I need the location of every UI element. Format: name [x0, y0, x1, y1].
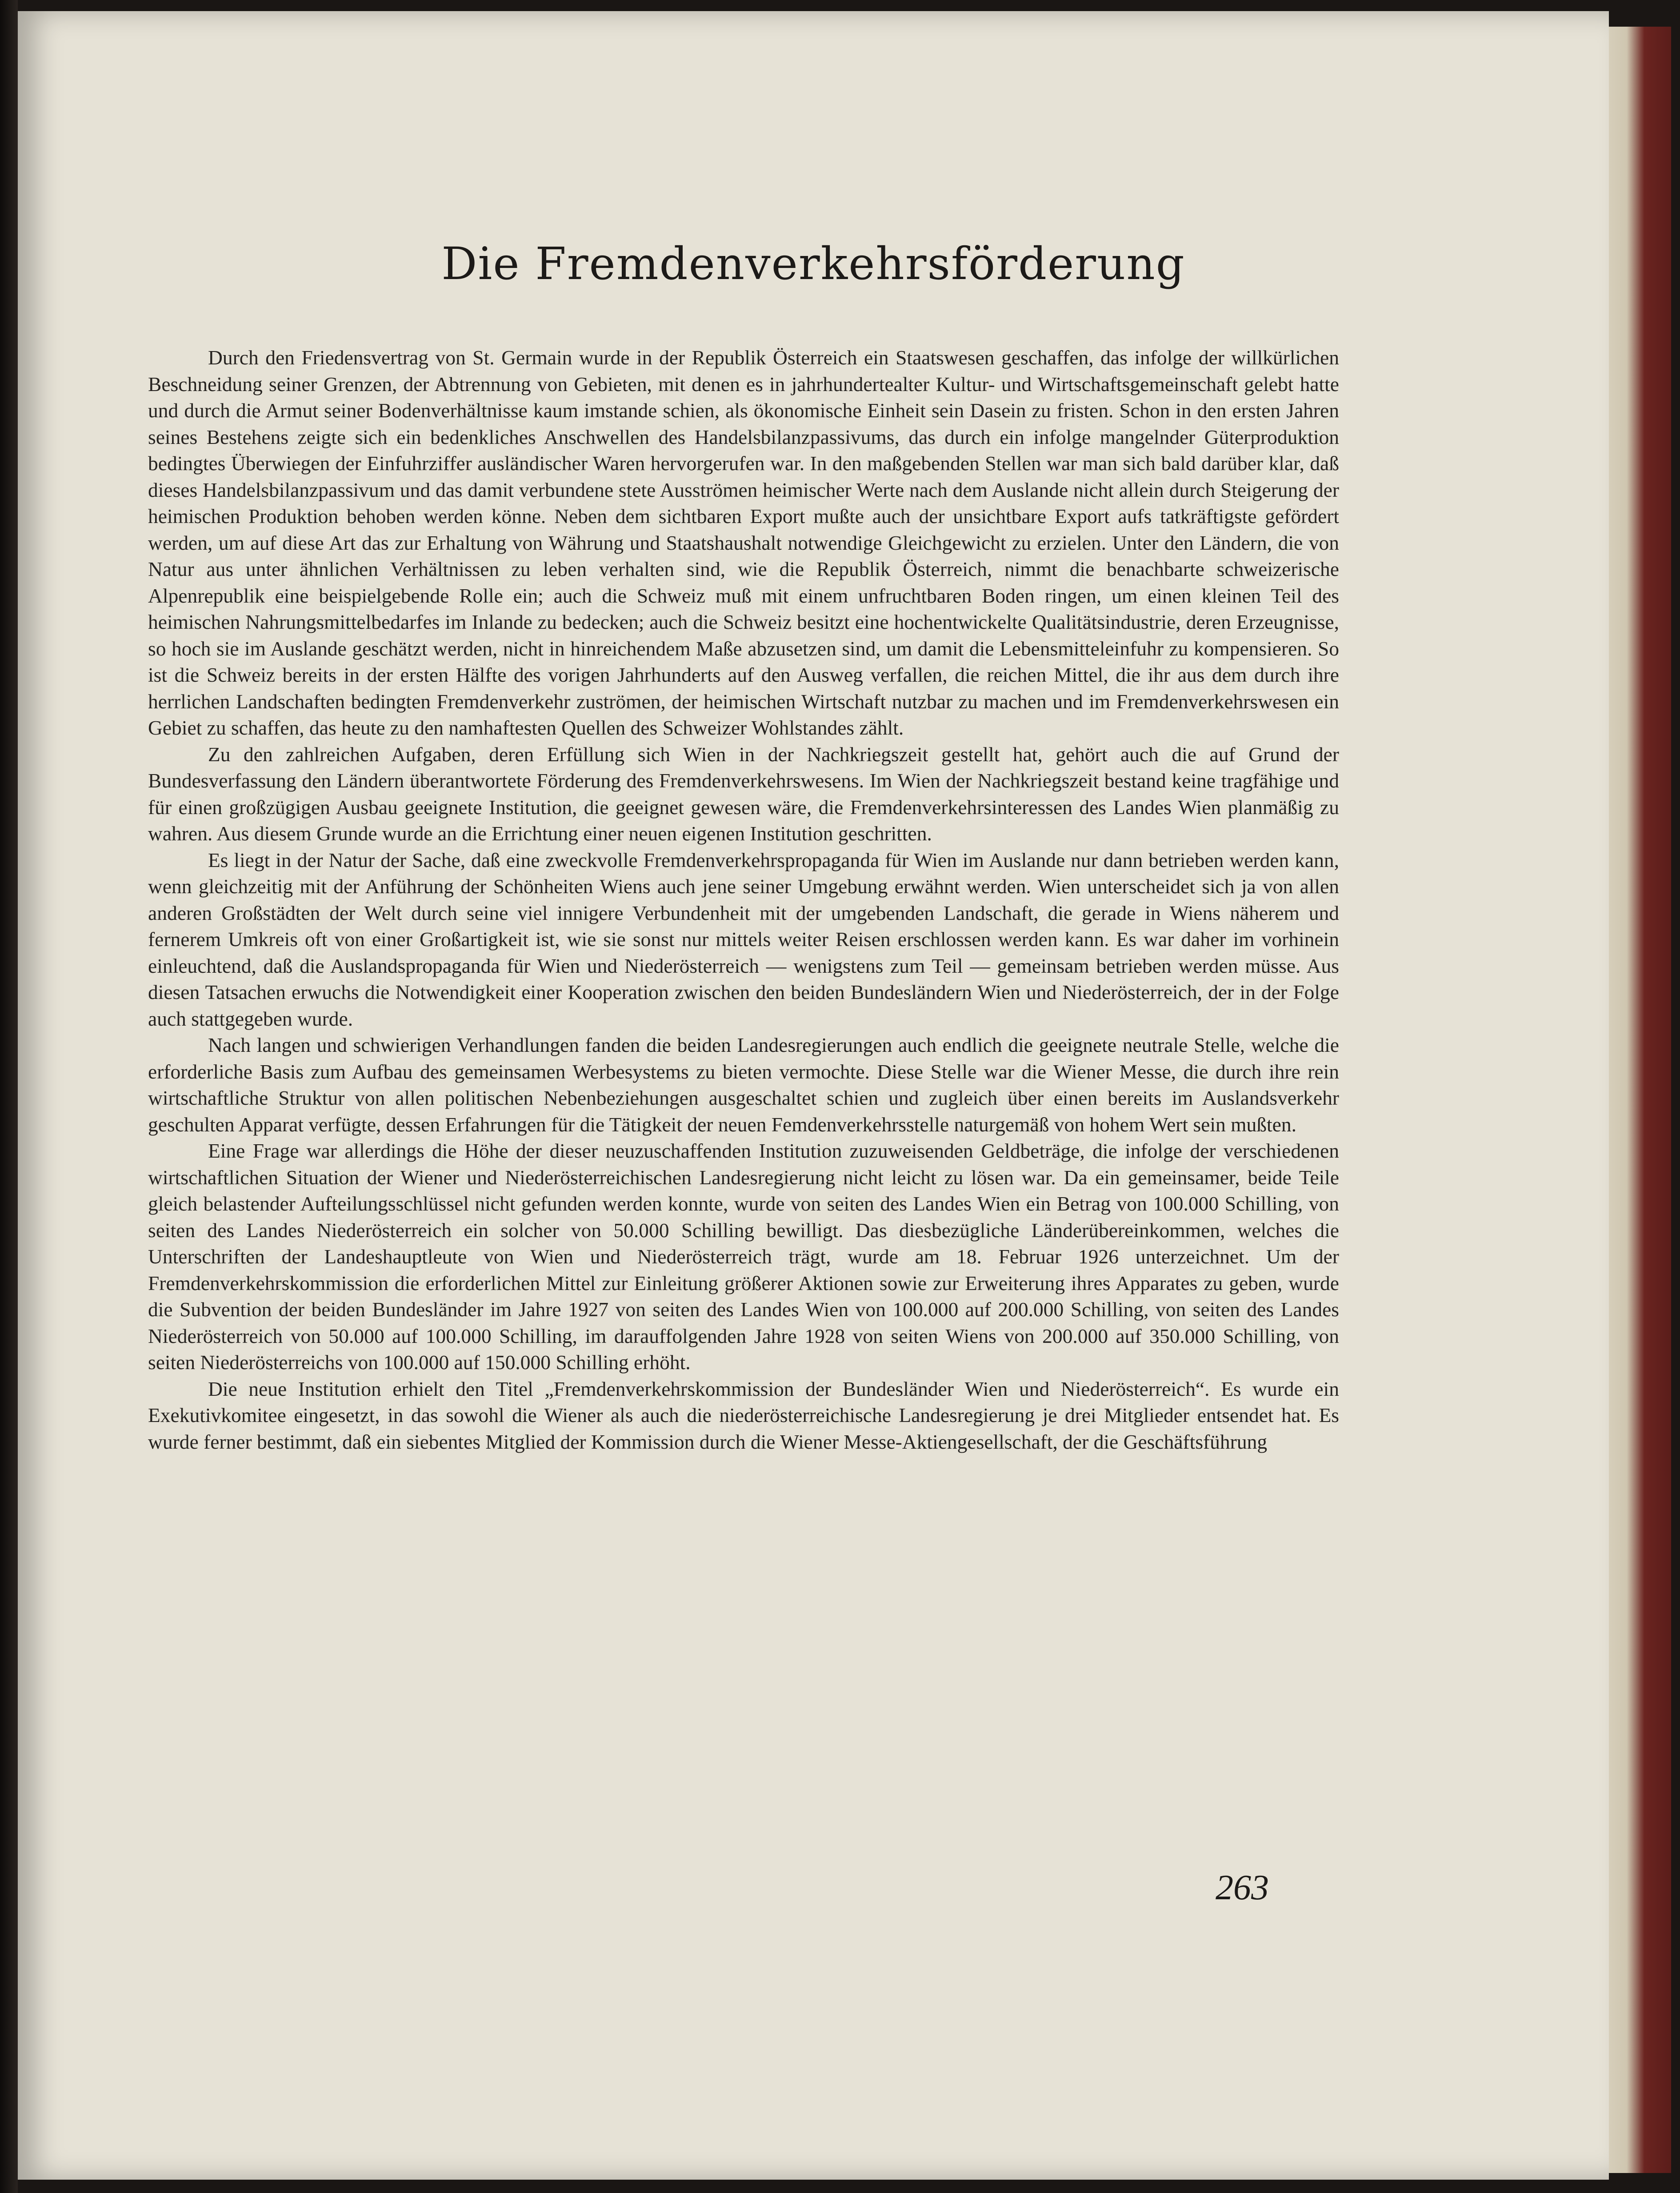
- paragraph: Durch den Friedensvertrag von St. Germain wurde in der Republik Österreich ein Staatswesen geschaffen, das infolge der willkürlichen Beschneidung seiner Grenzen, der Abtrennung von Gebieten, mit denen es in jahrhundertealter Kultur- und Wirtschaftsgemeinschaft gelebt hatte und durch die Armut seiner Bodenverhältnisse kaum imstande schien, als ökonomische Einheit sein Dasein zu fristen. Schon in den ersten Jahren seines Bestehens zeigte sich ein bedenkliches Anschwellen des Handelsbilanzpassivums, das durch ein infolge mangelnder Güterproduktion bedingtes Überwiegen der Einfuhrziffer ausländischer Waren hervorgerufen war. In den maßgebenden Stellen war man sich bald darüber klar, daß dieses Handelsbilanzpassivum und das damit verbundene stete Ausströmen heimischer Werte nach dem Auslande nicht allein durch Steigerung der heimischen Produktion behoben werden könne. Neben dem sichtbaren Export mußte auch der unsichtbare Export aufs tatkräftigste gefördert werden, um auf diese Art das zur Erhaltung von Währung und Staatshaushalt notwendige Gleichgewicht zu erzielen. Unter den Ländern, die von Natur aus unter ähnlichen Verhältnissen zu leben verhalten sind, wie die Republik Österreich, nimmt die benachbarte schweizerische Alpenrepublik eine beispielgebende Rolle ein; auch die Schweiz muß mit einem unfruchtbaren Boden ringen, um einen kleinen Teil des heimischen Nahrungsmittelbedarfes im Inlande zu bedecken; auch die Schweiz besitzt eine hochentwickelte Qualitätsindustrie, deren Erzeugnisse, so hoch sie im Auslande geschätzt werden, nicht in hinreichendem Maße abzusetzen sind, um damit die Lebensmitteleinfuhr zu kompensieren. So ist die Schweiz bereits in der ersten Hälfte des vorigen Jahrhunderts auf den Ausweg verfallen, die reichen Mittel, die ihr aus dem durch ihre herrlichen Landschaften bedingten Fremdenverkehr zuströmen, der heimischen Wirtschaft nutzbar zu machen und im Fremdenverkehrswesen ein Gebiet zu schaffen, das heute zu den namhaftesten Quellen des Schweizer Wohlstandes zählt.: [148, 346, 1339, 739]
- binding-shadow: [0, 0, 18, 2193]
- paragraph: Zu den zahlreichen Aufgaben, deren Erfüllung sich Wien in der Nachkriegszeit gestellt hat, gehört auch die auf Grund der Bundesverfassung den Ländern überantwortete Förderung des Fremdenverkehrswesens. Im Wien der Nachkriegszeit bestand keine tragfähige und für einen großzügigen Ausbau geeignete Institution, die geeignet gewesen wäre, die Fremdenverkehrsinteressen des Landes Wien planmäßig zu wahren. Aus diesem Grunde wurde an die Errichtung einer neuen eigenen Institution geschritten.: [148, 743, 1339, 845]
- page-number: 263: [1216, 1868, 1269, 1907]
- body-text: [148, 344, 1339, 1455]
- page: [18, 11, 1609, 2180]
- paragraph: Es liegt in der Natur der Sache, daß eine zweckvolle Fremdenverkehrspropaganda für Wien im Auslande nur dann betrieben werden kann, wenn gleichzeitig mit der Anführung der Schönheiten Wiens auch jene seiner Umgebung erwähnt werden. Wien unterscheidet sich ja von allen anderen Großstädten der Welt durch seine viel innigere Verbundenheit mit der umgebenden Landschaft, die gerade in Wiens näherem und fernerem Umkreis oft von einer Großartigkeit ist, wie sie sonst nur mittels weiter Reisen erschlossen werden kann. Es war daher im vorhinein einleuchtend, daß die Auslandspropaganda für Wien und Niederösterreich — wenigstens zum Teil — gemeinsam betrieben werden müsse. Aus diesen Tatsachen erwuchs die Notwendigkeit einer Kooperation zwischen den beiden Bundesländern Wien und Niederösterreich, der in der Folge auch stattgegeben wurde.: [148, 848, 1339, 1030]
- paragraph: Eine Frage war allerdings die Höhe der dieser neuzuschaffenden Institution zuzuweisenden Geldbeträge, die infolge der verschiedenen wirtschaftlichen Situation der Wiener und Niederösterreichischen Landesregierung nicht leicht zu lösen war. Da ein gemeinsamer, beide Teile gleich belastender Aufteilungsschlüssel nicht gefunden werden konnte, wurde von seiten des Landes Wien ein Betrag von 100.000 Schilling, von seiten des Landes Niederösterreich ein solcher von 50.000 Schilling bewilligt. Das diesbezügliche Länderübereinkommen, welches die Unterschriften der Landeshauptleute von Wien und Niederösterreich trägt, wurde am 18. Februar 1926 unterzeichnet. Um der Fremdenverkehrskommission die erforderlichen Mittel zur Einleitung größerer Aktionen sowie zur Erweiterung ihres Apparates zu geben, wurde die Subvention der beiden Bundesländer im Jahre 1927 von seiten des Landes Wien von 100.000 auf 200.000 Schilling, von seiten des Landes Niederösterreich von 50.000 auf 100.000 Schilling, im darauffolgenden Jahre 1928 von seiten Wiens von 200.000 auf 350.000 Schilling, von seiten Niederösterreichs von 100.000 auf 150.000 Schilling erhöht.: [148, 1139, 1339, 1374]
- book-cover-edge: [1600, 27, 1671, 2173]
- page-title: Die Fremdenverkehrsförderung: [441, 238, 1185, 290]
- paragraph: Die neue Institution erhielt den Titel „Fremdenverkehrskommission der Bundesländer Wien und Niederösterreich“. Es wurde ein Exekutivkomitee eingesetzt, in das sowohl die Wiener als auch die niederösterreichische Landesregierung je drei Mitglieder entsendet hat. Es wurde ferner bestimmt, daß ein siebentes Mitglied der Kommission durch die Wiener Messe-Aktiengesellschaft, der die Geschäftsführung: [148, 1377, 1339, 1453]
- paragraph: Nach langen und schwierigen Verhandlungen fanden die beiden Landesregierungen auch endlich die geeignete neutrale Stelle, welche die erforderliche Basis zum Aufbau des gemeinsamen Werbesystems zu bieten vermochte. Diese Stelle war die Wiener Messe, die durch ihre rein wirtschaftliche Struktur von allen politischen Nebenbeziehungen ausgeschaltet schien und zugleich über einen bereits im Auslandsverkehr geschulten Apparat verfügte, dessen Erfahrungen für die Tätigkeit der neuen Femdenverkehrsstelle naturgemäß von hohem Wert sein mußten.: [148, 1034, 1339, 1136]
